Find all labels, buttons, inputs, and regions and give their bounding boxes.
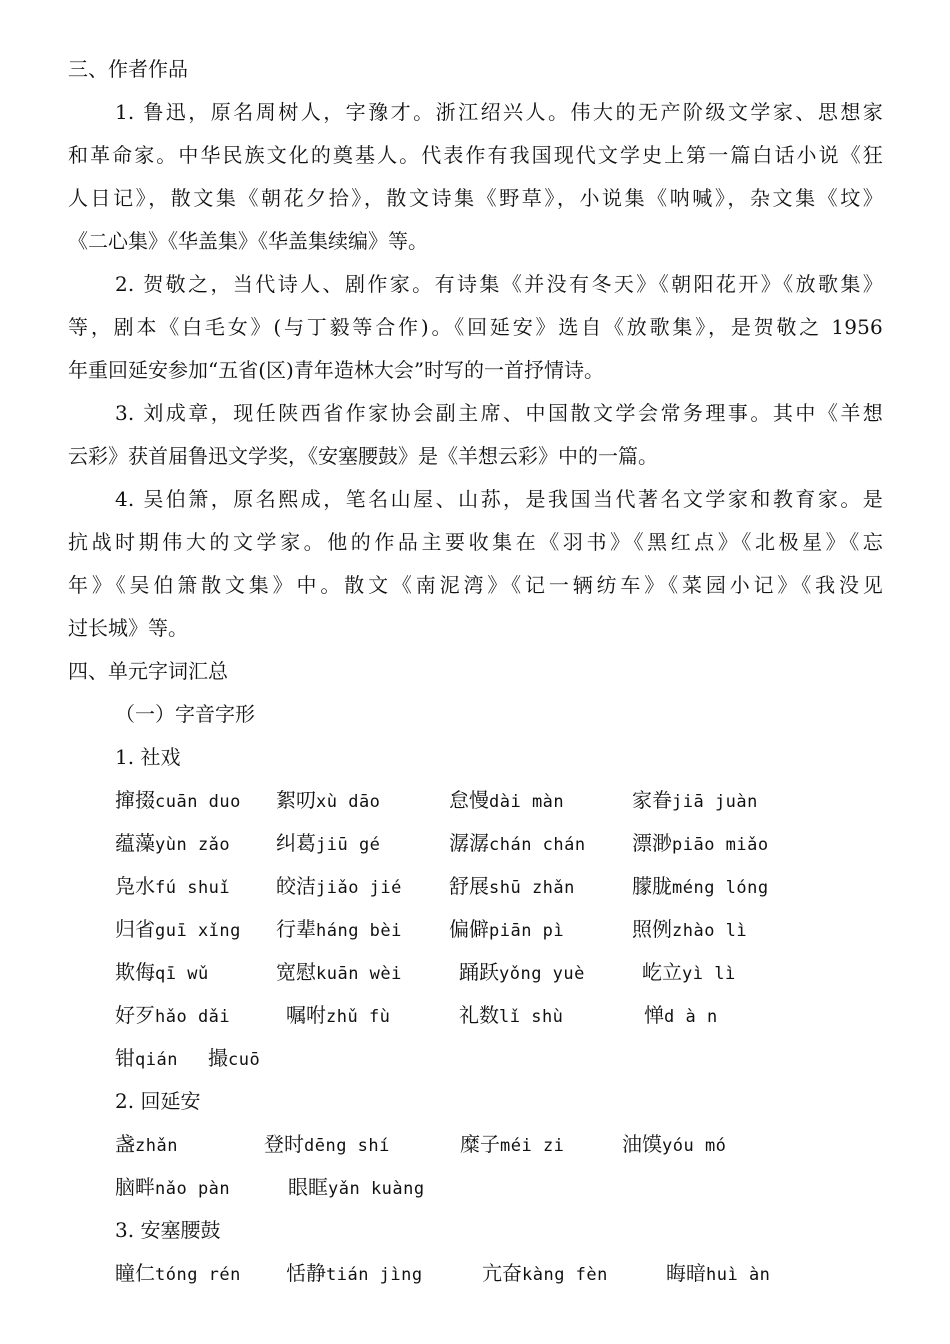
vocab-pinyin: piāo miǎo [672,835,769,855]
vocab-item [286,1260,423,1288]
vocab-hanzi: 嘱咐 [286,1003,326,1027]
vocab-hanzi: 礼数 [459,1003,499,1027]
subsection-heading-pronunciation: （一）字音字形 [115,702,255,726]
vocab-pinyin: yóu mó [662,1136,727,1156]
vocab-pinyin: háng bèi [316,921,402,941]
paragraph-line: 年》《吴伯箫散文集》中。散文《南泥湾》《记一辆纺车》《菜园小记》《我没见 [68,573,883,597]
vocab-item [632,787,758,815]
vocab-hanzi: 脑畔 [115,1175,155,1199]
vocab-item [642,959,736,987]
vocab-pinyin: dài màn [489,792,565,812]
vocab-hanzi: 皎洁 [276,874,316,898]
vocab-item [622,1131,726,1159]
vocab-pinyin: shū zhǎn [489,878,575,898]
vocab-pinyin: méng lóng [672,878,769,898]
vocab-pinyin: yǎn kuàng [328,1179,425,1199]
vocab-pinyin: piān pì [489,921,565,941]
vocab-hanzi: 行辈 [276,917,316,941]
vocab-hanzi: 偏僻 [449,917,489,941]
vocab-item [459,1002,563,1030]
section-heading-vocabulary: 四、单元字词汇总 [68,659,228,683]
paragraph-line: 和革命家。中华民族文化的奠基人。代表作有我国现代文学史上第一篇白话小说《狂 [68,143,883,167]
vocab-pinyin: tián jìng [326,1265,423,1285]
vocab-pinyin: yǒng yuè [499,964,585,984]
vocab-hanzi: 漂渺 [632,831,672,855]
vocab-hanzi: 恬静 [286,1261,326,1285]
vocab-item [276,959,402,987]
vocab-item [286,1002,390,1030]
vocab-pinyin: lǐ shù [499,1007,564,1027]
vocab-item [115,1131,178,1159]
vocab-item [449,873,575,901]
paragraph-line: 3. 刘成章，现任陕西省作家协会副主席、中国散文学会常务理事。其中《羊想 [115,401,883,425]
vocab-item [115,830,230,858]
paragraph-line: 1. 鲁迅，原名周树人，字豫才。浙江绍兴人。伟大的无产阶级文学家、思想家 [115,100,883,124]
vocab-pinyin: xù dāo [316,792,381,812]
vocab-pinyin: zhào lì [672,921,748,941]
vocab-pinyin: jiū gé [316,835,381,855]
vocab-item [276,916,402,944]
vocab-pinyin: méi zi [500,1136,565,1156]
vocab-item [482,1260,608,1288]
vocab-hanzi: 瞳仁 [115,1261,155,1285]
vocab-hanzi: 潺潺 [449,831,489,855]
paragraph-line: 《二心集》《华盖集》《华盖集续编》等。 [68,229,428,253]
vocab-item [115,787,241,815]
vocab-pinyin: d à n [664,1007,718,1027]
vocab-hanzi: 盏 [115,1132,135,1156]
vocab-hanzi: 照例 [632,917,672,941]
vocab-pinyin: qián [135,1050,178,1070]
vocab-item [449,916,564,944]
vocab-hanzi: 归省 [115,917,155,941]
vocab-hanzi: 欺侮 [115,960,155,984]
paragraph-line: 等，剧本《白毛女》(与丁毅等合作)。《回延安》选自《放歌集》，是贺敬之 1956 [68,315,883,339]
vocab-hanzi: 蕴藻 [115,831,155,855]
vocab-pinyin: kuān wèi [316,964,402,984]
lesson-title-ansaiyaogu: 3. 安塞腰鼓 [115,1218,221,1242]
vocab-pinyin: fú shuǐ [155,878,231,898]
vocab-pinyin: cuān duo [155,792,241,812]
vocab-item [276,873,402,901]
vocab-item [115,873,230,901]
vocab-item [632,873,769,901]
vocab-hanzi: 朦胧 [632,874,672,898]
vocab-pinyin: zhǎn [135,1136,178,1156]
vocab-pinyin: zhǔ fù [326,1007,391,1027]
vocab-pinyin: jiā juàn [672,792,758,812]
vocab-hanzi: 屹立 [642,960,682,984]
paragraph-line: 抗战时期伟大的文学家。他的作品主要收集在《羽书》《黑红点》《北极星》《忘 [68,530,883,554]
vocab-item [460,1131,564,1159]
vocab-hanzi: 糜子 [460,1132,500,1156]
vocab-item [644,1002,718,1030]
paragraph-line: 4. 吴伯箫，原名熙成，笔名山屋、山荪，是我国当代著名文学家和教育家。是 [115,487,883,511]
vocab-pinyin: nǎo pàn [155,1179,231,1199]
lesson-title-huiyanan: 2. 回延安 [115,1089,201,1113]
vocab-item [276,830,380,858]
vocab-hanzi: 油馍 [622,1132,662,1156]
vocab-hanzi: 宽慰 [276,960,316,984]
vocab-item [115,1045,178,1073]
vocab-item [264,1131,390,1159]
vocab-item [666,1260,770,1288]
vocab-item [632,916,747,944]
vocab-hanzi: 惮 [644,1003,664,1027]
paragraph-line: 人日记》，散文集《朝花夕拾》，散文诗集《野草》，小说集《呐喊》，杂文集《坟》 [68,186,883,210]
vocab-item [276,787,380,815]
vocab-hanzi: 怠慢 [449,788,489,812]
vocab-hanzi: 晦暗 [666,1261,706,1285]
vocab-pinyin: kàng fèn [522,1265,608,1285]
vocab-hanzi: 纠葛 [276,831,316,855]
vocab-hanzi: 踊跃 [459,960,499,984]
paragraph-line: 过长城》等。 [68,616,188,640]
vocab-hanzi: 好歹 [115,1003,155,1027]
vocab-pinyin: yì lì [682,964,736,984]
vocab-pinyin: yùn zǎo [155,835,231,855]
lesson-title-shexi: 1. 社戏 [115,745,181,769]
vocab-pinyin: hǎo dǎi [155,1007,231,1027]
vocab-pinyin: guī xǐng [155,921,241,941]
vocab-pinyin: chán chán [489,835,586,855]
vocab-pinyin: cuō [228,1050,261,1070]
vocab-hanzi: 絮叨 [276,788,316,812]
vocab-item [115,959,209,987]
vocab-pinyin: tóng rén [155,1265,241,1285]
vocab-pinyin: jiǎo jié [316,878,402,898]
vocab-item [459,959,585,987]
section-heading-authors: 三、作者作品 [68,57,188,81]
vocab-item [288,1174,425,1202]
vocab-item [449,787,564,815]
paragraph-line: 年重回延安参加“五省(区)青年造林大会”时写的一首抒情诗。 [68,358,605,382]
paragraph-line: 2. 贺敬之，当代诗人、剧作家。有诗集《并没有冬天》《朝阳花开》《放歌集》 [115,272,883,296]
vocab-item [449,830,586,858]
vocab-item [115,916,241,944]
vocab-hanzi: 家眷 [632,788,672,812]
vocab-pinyin: huì àn [706,1265,771,1285]
vocab-hanzi: 撺掇 [115,788,155,812]
vocab-hanzi: 眼眶 [288,1175,328,1199]
vocab-pinyin: qī wǔ [155,964,209,984]
vocab-hanzi: 亢奋 [482,1261,522,1285]
vocab-hanzi: 凫水 [115,874,155,898]
vocab-hanzi: 钳 [115,1046,135,1070]
vocab-pinyin: dēng shí [304,1136,390,1156]
vocab-item [115,1260,241,1288]
vocab-item [208,1045,260,1073]
paragraph-line: 云彩》获首届鲁迅文学奖，《安塞腰鼓》是《羊想云彩》中的一篇。 [68,444,658,468]
vocab-hanzi: 舒展 [449,874,489,898]
vocab-hanzi: 撮 [208,1046,228,1070]
vocab-item [115,1174,230,1202]
vocab-item [115,1002,230,1030]
vocab-item [632,830,769,858]
vocab-hanzi: 登时 [264,1132,304,1156]
